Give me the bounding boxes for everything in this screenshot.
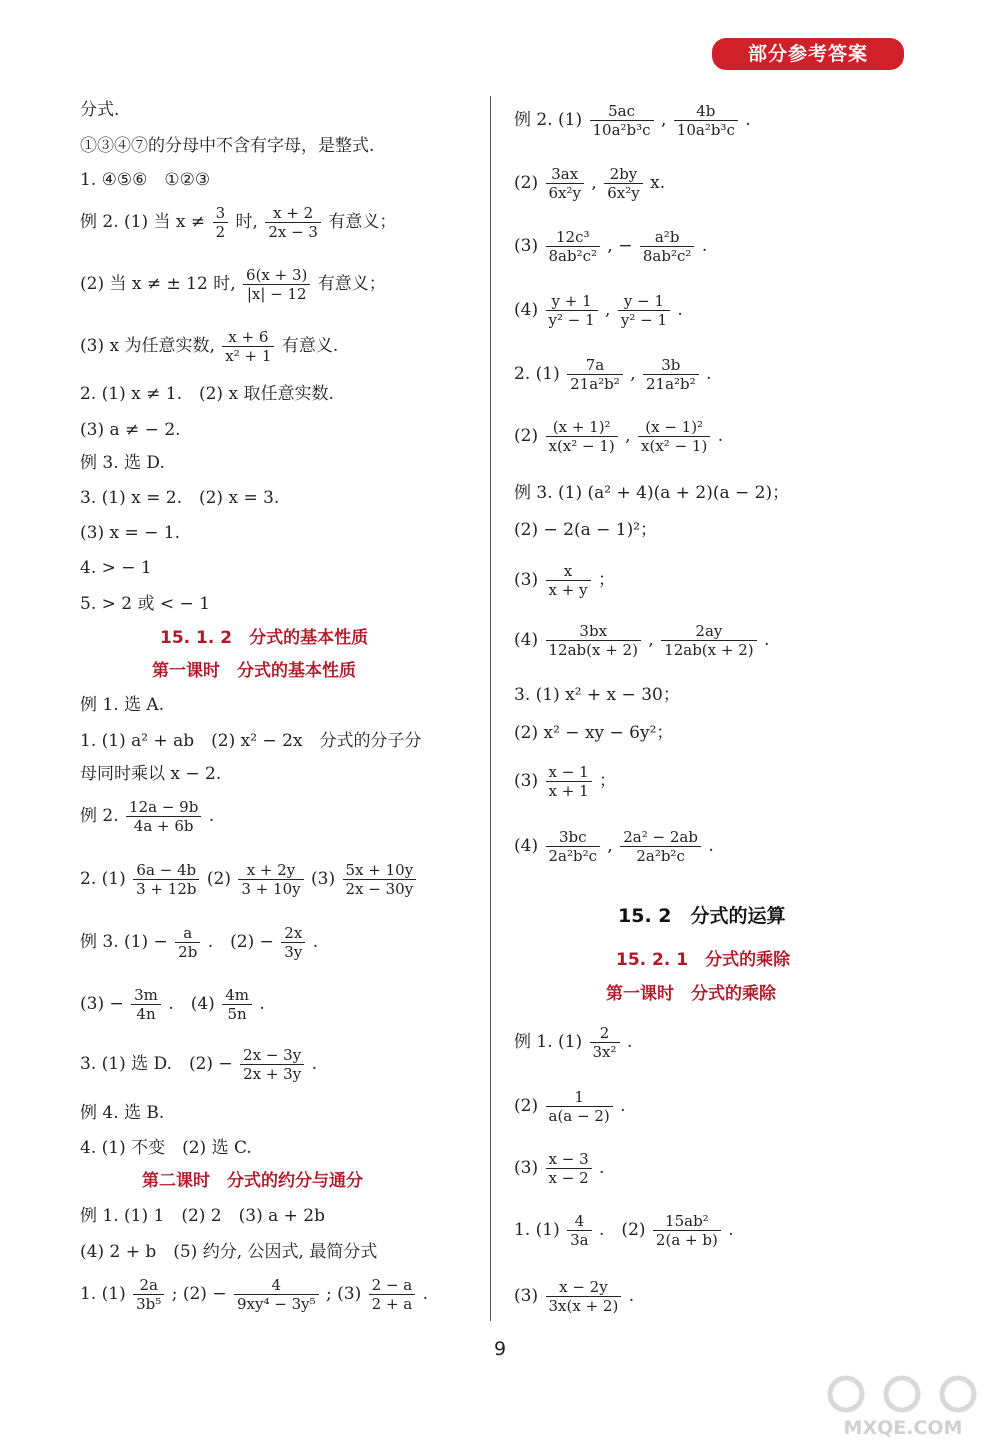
answer-line <box>514 102 751 139</box>
text: (3) <box>311 869 336 889</box>
numerator: 4 <box>567 1212 592 1231</box>
denominator: 2 + a <box>371 1295 413 1313</box>
numerator: (x + 1)² <box>546 418 618 437</box>
numerator: 3bx <box>546 622 641 641</box>
text: . <box>628 1286 635 1306</box>
text: (3) <box>514 1158 539 1178</box>
answer-line <box>80 986 265 1023</box>
text-line: 2. (1) x ≠ 1. (2) x 取任意实数. <box>80 384 334 404</box>
text: ; (2) − <box>171 1284 227 1304</box>
text-line: 5. > 2 或 < − 1 <box>80 594 211 614</box>
text: ； <box>599 771 617 791</box>
denominator: 3x² <box>592 1043 617 1061</box>
text: (2) <box>514 426 539 446</box>
numerator: 15ab² <box>653 1212 721 1231</box>
text: (3) <box>514 570 539 590</box>
text-line: 母同时乘以 x − 2. <box>80 764 222 784</box>
denominator: |x| − 12 <box>246 285 307 303</box>
numerator: a <box>175 924 200 943</box>
fraction <box>238 861 303 898</box>
numerator: x − 1 <box>546 763 592 782</box>
fraction <box>234 1276 319 1313</box>
text: . <box>745 110 751 130</box>
text-line: 例 3. 选 D. <box>80 453 165 473</box>
section-heading: 15. 2. 1 分式的乘除 <box>616 950 791 970</box>
fraction <box>265 204 321 241</box>
denominator: 2x − 3 <box>268 223 318 241</box>
numerator: x + 2 <box>265 204 321 223</box>
fraction <box>240 1046 304 1083</box>
denominator: 2a²b²c <box>636 847 685 865</box>
column-divider <box>490 96 491 1321</box>
denominator: 2 <box>215 223 226 241</box>
numerator: 3m <box>131 986 161 1005</box>
text: 例 2. <box>80 806 119 826</box>
denominator: x − 2 <box>548 1169 589 1187</box>
answer-line <box>514 763 616 800</box>
text: 1. (1) <box>514 1220 560 1240</box>
denominator: 4a + 6b <box>133 817 194 835</box>
text: (3) <box>514 236 539 256</box>
text-line: 4. (1) 不变 (2) 选 C. <box>80 1138 252 1158</box>
text: , <box>607 836 613 856</box>
numerator: 2by <box>604 165 643 184</box>
fraction <box>222 986 252 1023</box>
numerator: x − 2y <box>546 1278 622 1297</box>
text: 例 1. (1) <box>514 1032 583 1052</box>
lesson-heading: 第一课时 分式的基本性质 <box>152 661 356 681</box>
fraction <box>281 924 305 961</box>
answer-line <box>514 562 615 599</box>
text: . <box>626 1032 633 1052</box>
numerator: x − 3 <box>546 1150 592 1169</box>
answer-line <box>80 204 396 241</box>
fraction <box>546 1088 613 1125</box>
text: 例 2. (1) <box>514 110 583 130</box>
text: . <box>677 300 683 320</box>
denominator: x² + 1 <box>225 347 272 365</box>
text-line: ①③④⑦的分母中不含有字母，是整式. <box>80 136 375 156</box>
text: 有意义； <box>317 274 386 294</box>
numerator: 5ac <box>590 102 654 121</box>
denominator: 9xy⁴ − 3y⁵ <box>236 1295 316 1313</box>
answer-line <box>514 1212 734 1249</box>
fraction <box>213 204 229 241</box>
denominator: 6x²y <box>607 184 640 202</box>
text: 有意义； <box>328 212 397 232</box>
text: . <box>701 236 708 256</box>
denominator: 2b <box>178 943 198 961</box>
text: . (4) <box>168 994 215 1014</box>
text: . (2) <box>599 1220 646 1240</box>
numerator: 3ax <box>546 165 585 184</box>
denominator: x(x² − 1) <box>548 437 615 455</box>
text-line: 分式. <box>80 100 120 120</box>
fraction <box>604 165 643 202</box>
denominator: 8ab²c² <box>642 247 692 265</box>
section-tag: 部分参考答案 <box>712 38 904 70</box>
watermark-text: MXQE.COM <box>843 1417 963 1439</box>
denominator: y² − 1 <box>548 311 595 329</box>
fraction <box>546 562 591 599</box>
text: . <box>599 1158 605 1178</box>
lesson-heading: 第二课时 分式的约分与通分 <box>142 1171 363 1191</box>
text-line: 例 4. 选 B. <box>80 1103 165 1123</box>
text: (3) <box>514 771 539 791</box>
text: . <box>708 836 714 856</box>
denominator: 12ab(x + 2) <box>664 641 754 659</box>
denominator: 2a²b²c <box>548 847 598 865</box>
denominator: 8ab²c² <box>548 247 598 265</box>
fraction <box>546 763 592 800</box>
fraction <box>590 1024 620 1061</box>
answer-line <box>514 1024 632 1061</box>
numerator: 5x + 10y <box>343 861 417 880</box>
denominator: 6x²y <box>548 184 581 202</box>
numerator: 12c³ <box>546 228 601 247</box>
text-line: (2) x² − xy − 6y²； <box>514 723 674 743</box>
denominator: 2x + 3y <box>243 1065 302 1083</box>
text: 时, <box>235 212 258 232</box>
section-heading: 15. 1. 2 分式的基本性质 <box>160 628 369 648</box>
text: , <box>591 173 597 193</box>
answer-line <box>514 418 723 455</box>
denominator: 21a²b² <box>646 375 696 393</box>
numerator: 2a <box>133 1276 164 1295</box>
denominator: 3b⁵ <box>136 1295 162 1313</box>
denominator: 4n <box>136 1005 156 1023</box>
answer-line <box>514 1088 626 1125</box>
fraction <box>133 861 199 898</box>
fraction <box>126 798 201 835</box>
denominator: 21a²b² <box>570 375 620 393</box>
numerator: 6a − 4b <box>133 861 199 880</box>
denominator: a(a − 2) <box>548 1107 610 1125</box>
text-line: (4) 2 + b (5) 约分, 公因式, 最简分式 <box>80 1242 378 1262</box>
answer-line <box>80 266 386 303</box>
watermark-logo <box>812 1372 994 1440</box>
text: 2. (1) <box>514 364 560 384</box>
text-line: 例 1. 选 A. <box>80 695 165 715</box>
text: . (2) − <box>207 932 274 952</box>
fraction <box>546 622 641 659</box>
numerator: 2 − a <box>369 1276 416 1295</box>
text: (3) − <box>80 994 124 1014</box>
answer-line <box>514 165 665 202</box>
text: . <box>422 1284 429 1304</box>
fraction <box>546 1150 592 1187</box>
fraction <box>546 418 618 455</box>
text: , <box>660 110 667 130</box>
answer-line <box>514 1278 634 1315</box>
text: 有意义. <box>281 336 339 356</box>
text: 1. (1) <box>80 1284 126 1304</box>
text-line: 例 1. (1) 1 (2) 2 (3) a + 2b <box>80 1206 325 1226</box>
text: . <box>311 1054 318 1074</box>
fraction <box>567 356 623 393</box>
fraction <box>674 102 738 139</box>
denominator: 3y <box>284 943 303 961</box>
fraction <box>546 228 601 265</box>
text-line: (3) a ≠ − 2. <box>80 420 181 440</box>
numerator: 3 <box>213 204 229 223</box>
text: (2) 当 x ≠ ± 12 时, <box>80 274 236 294</box>
text: , <box>605 300 611 320</box>
text-line: 1. ④⑤⑥ ①②③ <box>80 170 211 190</box>
text: 例 3. (1) − <box>80 932 168 952</box>
text: . <box>706 364 712 384</box>
text: . <box>312 932 319 952</box>
text: . <box>208 806 215 826</box>
numerator: 4 <box>234 1276 319 1295</box>
text: . <box>259 994 265 1014</box>
answer-line <box>514 622 769 659</box>
fraction <box>661 622 756 659</box>
numerator: x + 6 <box>222 328 274 347</box>
text: (4) <box>514 630 539 650</box>
fraction <box>618 292 670 329</box>
denominator: 2(a + b) <box>655 1231 718 1249</box>
fraction <box>638 418 710 455</box>
numerator: 2ay <box>661 622 756 641</box>
text-line: 1. (1) a² + ab (2) x² − 2x 分式的分子分 <box>80 731 422 751</box>
text: , − <box>607 236 633 256</box>
answer-line <box>80 1046 317 1083</box>
fraction <box>590 102 654 139</box>
fraction <box>546 828 601 865</box>
numerator: 3b <box>643 356 699 375</box>
text: x. <box>650 173 666 193</box>
text: (2) <box>514 173 539 193</box>
fraction <box>620 828 701 865</box>
page-number: 9 <box>493 1338 507 1360</box>
text: ; (3) <box>326 1284 362 1304</box>
text: (3) x 为任意实数, <box>80 336 215 356</box>
fraction <box>643 356 699 393</box>
answer-line <box>80 328 338 365</box>
numerator: (x − 1)² <box>638 418 710 437</box>
denominator: 3 + 12b <box>136 880 197 898</box>
numerator: 6(x + 3) <box>243 266 310 285</box>
denominator: x + 1 <box>548 782 589 800</box>
fraction <box>369 1276 416 1313</box>
fraction <box>131 986 161 1023</box>
answer-line <box>80 798 214 835</box>
answer-line <box>80 1276 428 1313</box>
numerator: 2a² − 2ab <box>620 828 701 847</box>
answer-line <box>514 1150 604 1187</box>
denominator: 2x − 30y <box>345 880 414 898</box>
text: 例 2. (1) 当 x ≠ <box>80 212 206 232</box>
answer-line <box>80 924 318 961</box>
fraction <box>567 1212 592 1249</box>
chapter-heading: 15. 2 分式的运算 <box>618 905 786 927</box>
text: . <box>728 1220 734 1240</box>
numerator: 7a <box>567 356 623 375</box>
denominator: x(x² − 1) <box>641 437 708 455</box>
numerator: x <box>546 562 591 581</box>
text: ； <box>597 570 615 590</box>
numerator: 1 <box>546 1088 613 1107</box>
fraction <box>546 165 585 202</box>
denominator: 10a²b³c <box>676 121 735 139</box>
fraction <box>640 228 695 265</box>
fraction <box>546 1278 622 1315</box>
numerator: 2x − 3y <box>240 1046 304 1065</box>
text-line: (2) − 2(a − 1)²； <box>514 520 658 540</box>
denominator: 3x(x + 2) <box>548 1297 619 1315</box>
text: (2) <box>206 869 231 889</box>
text: (3) <box>514 1286 539 1306</box>
denominator: 10a²b³c <box>592 121 651 139</box>
text: 2. (1) <box>80 869 126 889</box>
text: 3. (1) 选 D. (2) − <box>80 1054 233 1074</box>
answer-line <box>80 861 418 898</box>
text: , <box>630 364 636 384</box>
fraction <box>243 266 310 303</box>
numerator: 3bc <box>546 828 601 847</box>
answer-line <box>514 828 714 865</box>
numerator: 4b <box>674 102 738 121</box>
text: . <box>620 1096 626 1116</box>
numerator: y + 1 <box>546 292 598 311</box>
fraction <box>546 292 598 329</box>
fraction <box>653 1212 721 1249</box>
text: , <box>648 630 654 650</box>
text: (4) <box>514 300 539 320</box>
text-line: 3. (1) x² + x − 30； <box>514 685 680 705</box>
text-line: 例 3. (1) (a² + 4)(a + 2)(a − 2)； <box>514 483 790 503</box>
text-line: 4. > − 1 <box>80 558 152 578</box>
denominator: y² − 1 <box>620 311 667 329</box>
fraction <box>343 861 417 898</box>
answer-line <box>514 356 712 393</box>
fraction <box>133 1276 164 1313</box>
text: (2) <box>514 1096 539 1116</box>
numerator: x + 2y <box>238 861 303 880</box>
text: (4) <box>514 836 539 856</box>
fraction <box>175 924 200 961</box>
denominator: 5n <box>227 1005 247 1023</box>
numerator: 2x <box>281 924 305 943</box>
text-line: 3. (1) x = 2. (2) x = 3. <box>80 488 280 508</box>
numerator: y − 1 <box>618 292 670 311</box>
text-line: (3) x = − 1. <box>80 523 180 543</box>
numerator: 12a − 9b <box>126 798 201 817</box>
text: . <box>764 630 770 650</box>
text: , <box>625 426 631 446</box>
numerator: a²b <box>640 228 695 247</box>
answer-line <box>514 228 707 265</box>
answer-line <box>514 292 683 329</box>
denominator: 12ab(x + 2) <box>548 641 638 659</box>
denominator: x + y <box>548 581 588 599</box>
text: . <box>717 426 724 446</box>
denominator: 3a <box>570 1231 589 1249</box>
denominator: 3 + 10y <box>241 880 301 898</box>
numerator: 4m <box>222 986 252 1005</box>
numerator: 2 <box>590 1024 620 1043</box>
lesson-heading: 第一课时 分式的乘除 <box>606 984 776 1004</box>
fraction <box>222 328 274 365</box>
